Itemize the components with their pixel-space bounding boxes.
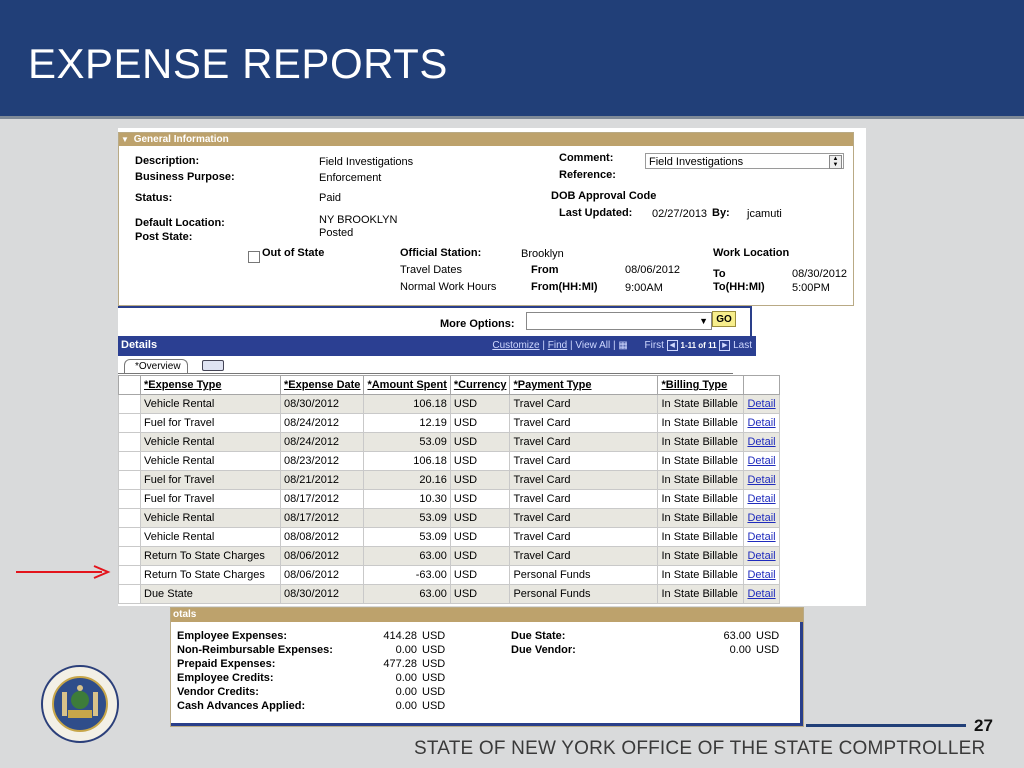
- cell-expense-date[interactable]: 08/30/2012: [281, 395, 364, 414]
- detail-link[interactable]: Detail: [747, 550, 776, 562]
- column-payment-type[interactable]: *Payment Type: [510, 376, 658, 395]
- cell-expense-type[interactable]: Return To State Charges: [141, 566, 281, 585]
- more-options-select[interactable]: [526, 312, 712, 330]
- totals-section: [170, 607, 804, 727]
- cell-currency[interactable]: USD: [450, 452, 510, 471]
- normal-work-hours-label: Normal Work Hours: [400, 281, 497, 293]
- total-currency: USD: [422, 630, 446, 642]
- row-selector[interactable]: [119, 471, 141, 490]
- cell-amount-spent[interactable]: 63.00: [364, 585, 450, 604]
- post-state-value: Posted: [319, 227, 354, 239]
- cell-amount-spent[interactable]: 53.09: [364, 433, 450, 452]
- total-label: Due Vendor:: [511, 644, 576, 656]
- detail-link[interactable]: Detail: [747, 417, 776, 429]
- official-station-value: Brooklyn: [521, 248, 564, 260]
- reference-label: Reference:: [559, 169, 616, 181]
- cell-billing-type[interactable]: In State Billable: [658, 509, 744, 528]
- row-selector[interactable]: [119, 433, 141, 452]
- cell-expense-date[interactable]: 08/06/2012: [281, 566, 364, 585]
- column-expense-type[interactable]: *Expense Type: [141, 376, 281, 395]
- to-label: To: [713, 268, 726, 280]
- row-range: 1-11 of 11: [680, 341, 717, 351]
- comment-text: Field Investigations: [649, 156, 744, 168]
- first-link[interactable]: First: [644, 340, 664, 352]
- cell-billing-type[interactable]: In State Billable: [658, 471, 744, 490]
- detail-link[interactable]: Detail: [747, 569, 776, 581]
- cell-payment-type[interactable]: Travel Card: [510, 490, 658, 509]
- cell-billing-type[interactable]: In State Billable: [658, 433, 744, 452]
- default-location-value: NY BROOKLYN: [319, 214, 398, 226]
- next-row-icon[interactable]: ▶: [719, 340, 730, 351]
- total-currency: USD: [756, 630, 780, 642]
- go-button[interactable]: GO: [712, 311, 736, 327]
- cell-billing-type[interactable]: In State Billable: [658, 490, 744, 509]
- cell-payment-type[interactable]: Personal Funds: [510, 585, 658, 604]
- grid-navigation: Customize | Find | View All | ▦ First ◀ 1-11 of 11 ▶ Last: [492, 340, 752, 352]
- detail-cell: [744, 395, 779, 414]
- cell-expense-type[interactable]: Vehicle Rental: [141, 433, 281, 452]
- grid-body: [119, 395, 780, 604]
- row-selector[interactable]: [119, 509, 141, 528]
- cell-expense-date[interactable]: 08/08/2012: [281, 528, 364, 547]
- cell-billing-type[interactable]: In State Billable: [658, 547, 744, 566]
- by-value: jcamuti: [747, 208, 782, 220]
- table-row: [119, 490, 780, 509]
- total-currency: USD: [422, 700, 446, 712]
- cell-payment-type[interactable]: Travel Card: [510, 547, 658, 566]
- details-title: Details: [121, 339, 158, 351]
- travel-dates-label: Travel Dates: [400, 264, 462, 276]
- cell-currency[interactable]: USD: [450, 528, 510, 547]
- column-billing-type[interactable]: *Billing Type: [658, 376, 744, 395]
- previous-row-icon[interactable]: ◀: [667, 340, 678, 351]
- total-amount: 0.00: [395, 700, 417, 712]
- cell-currency[interactable]: USD: [450, 547, 510, 566]
- by-label: By:: [712, 207, 730, 219]
- footer-organization: STATE OF NEW YORK OFFICE OF THE STATE COMPTROLLER: [414, 738, 986, 759]
- last-updated-label: Last Updated:: [559, 207, 633, 219]
- detail-link[interactable]: Detail: [747, 493, 776, 505]
- slide-header: [0, 0, 1024, 119]
- customize-link[interactable]: Customize: [492, 340, 540, 352]
- cell-currency[interactable]: USD: [450, 585, 510, 604]
- total-label: Cash Advances Applied:: [177, 700, 306, 712]
- row-selector[interactable]: [119, 490, 141, 509]
- to-date-value: 08/30/2012: [792, 268, 848, 280]
- cell-expense-date[interactable]: 08/23/2012: [281, 452, 364, 471]
- general-information-title: General Information: [133, 134, 229, 145]
- cell-expense-date[interactable]: 08/17/2012: [281, 509, 364, 528]
- detail-link[interactable]: Detail: [747, 474, 776, 486]
- find-link[interactable]: Find: [547, 340, 568, 352]
- cell-amount-spent[interactable]: 53.09: [364, 509, 450, 528]
- out-of-state-label: Out of State: [262, 247, 325, 259]
- total-amount: 0.00: [395, 686, 417, 698]
- cell-billing-type[interactable]: In State Billable: [658, 585, 744, 604]
- total-label: Vendor Credits:: [177, 686, 259, 698]
- details-tabs: [118, 358, 756, 374]
- cell-currency[interactable]: USD: [450, 395, 510, 414]
- cell-billing-type[interactable]: In State Billable: [658, 395, 744, 414]
- total-amount: 0.00: [395, 644, 417, 656]
- official-station-label: Official Station:: [400, 247, 482, 259]
- cell-payment-type[interactable]: Travel Card: [510, 433, 658, 452]
- slide-title: EXPENSE REPORTS: [28, 40, 448, 87]
- column-currency[interactable]: *Currency: [450, 376, 510, 395]
- status-value: Paid: [319, 192, 342, 204]
- cell-amount-spent[interactable]: 53.09: [364, 528, 450, 547]
- description-label: Description:: [135, 155, 200, 167]
- cell-expense-date[interactable]: 08/24/2012: [281, 414, 364, 433]
- cell-expense-date[interactable]: 08/24/2012: [281, 433, 364, 452]
- total-amount: 0.00: [395, 672, 417, 684]
- cell-expense-type[interactable]: Vehicle Rental: [141, 452, 281, 471]
- cell-expense-type[interactable]: Fuel for Travel: [141, 414, 281, 433]
- table-row: [119, 585, 780, 604]
- cell-expense-type[interactable]: Fuel for Travel: [141, 471, 281, 490]
- total-label: Employee Expenses:: [177, 630, 288, 642]
- grid-header-row: [119, 376, 780, 395]
- totals-border-bottom: [171, 723, 803, 726]
- description-value: Field Investigations: [319, 156, 414, 168]
- footer-rule: [806, 724, 966, 727]
- cell-currency[interactable]: USD: [450, 433, 510, 452]
- cell-amount-spent[interactable]: -63.00: [364, 566, 450, 585]
- table-row: [119, 395, 780, 414]
- comment-field[interactable]: [645, 153, 844, 169]
- column-amount-spent[interactable]: *Amount Spent: [364, 376, 450, 395]
- cell-expense-type[interactable]: Fuel for Travel: [141, 490, 281, 509]
- column-expense-date[interactable]: *Expense Date: [281, 376, 364, 395]
- cell-amount-spent[interactable]: 12.19: [364, 414, 450, 433]
- row-selector[interactable]: [119, 585, 141, 604]
- total-currency: USD: [756, 644, 780, 656]
- detail-cell: [744, 433, 779, 452]
- last-updated-value: 02/27/2013: [652, 208, 708, 220]
- business-purpose-value: Enforcement: [319, 172, 382, 184]
- table-row: [119, 471, 780, 490]
- cell-expense-type[interactable]: Vehicle Rental: [141, 528, 281, 547]
- collapse-triangle-icon[interactable]: ▼: [121, 135, 129, 144]
- detail-link[interactable]: Detail: [747, 588, 776, 600]
- detail-cell: [744, 490, 779, 509]
- totals-border-right: [800, 622, 803, 726]
- cell-payment-type[interactable]: Travel Card: [510, 452, 658, 471]
- detail-link[interactable]: Detail: [747, 531, 776, 543]
- cell-billing-type[interactable]: In State Billable: [658, 452, 744, 471]
- comment-label: Comment:: [559, 152, 614, 164]
- table-row: [119, 566, 780, 585]
- business-purpose-label: Business Purpose:: [135, 171, 235, 183]
- tab-overview[interactable]: *Overview: [124, 359, 188, 374]
- total-label: Non-Reimbursable Expenses:: [177, 644, 333, 656]
- from-time-label: From(HH:MI): [531, 281, 598, 293]
- cell-currency[interactable]: USD: [450, 566, 510, 585]
- dob-approval-code-label: DOB Approval Code: [551, 190, 657, 202]
- cell-billing-type[interactable]: In State Billable: [658, 566, 744, 585]
- cell-payment-type[interactable]: Travel Card: [510, 528, 658, 547]
- cell-payment-type[interactable]: Personal Funds: [510, 566, 658, 585]
- row-selector-header: [119, 376, 141, 395]
- row-selector[interactable]: [119, 566, 141, 585]
- totals-header: otals: [171, 608, 803, 622]
- detail-link[interactable]: Detail: [747, 512, 776, 524]
- detail-cell: [744, 585, 779, 604]
- detail-cell: [744, 547, 779, 566]
- detail-cell: [744, 528, 779, 547]
- state-seal-logo: [40, 664, 120, 744]
- cell-payment-type[interactable]: Travel Card: [510, 395, 658, 414]
- show-all-columns-icon[interactable]: [202, 360, 224, 371]
- detail-column-header: [744, 376, 779, 395]
- detail-link[interactable]: Detail: [747, 398, 776, 410]
- cell-expense-date[interactable]: 08/21/2012: [281, 471, 364, 490]
- table-row: [119, 433, 780, 452]
- last-link[interactable]: Last: [733, 340, 752, 352]
- from-time-value: 9:00AM: [625, 282, 663, 294]
- total-amount: 0.00: [729, 644, 751, 656]
- detail-link[interactable]: Detail: [747, 436, 776, 448]
- expense-report-screenshot: [118, 128, 866, 606]
- from-label: From: [531, 264, 559, 276]
- to-time-value: 5:00PM: [792, 282, 830, 294]
- detail-cell: [744, 566, 779, 585]
- cell-expense-type[interactable]: Vehicle Rental: [141, 509, 281, 528]
- general-information-section: [118, 132, 854, 306]
- row-selector[interactable]: [119, 528, 141, 547]
- row-selector[interactable]: [119, 547, 141, 566]
- scroll-spinner-icon[interactable]: ▲ ▼: [829, 155, 842, 169]
- status-label: Status:: [135, 192, 173, 204]
- cell-expense-date[interactable]: 08/17/2012: [281, 490, 364, 509]
- cell-currency[interactable]: USD: [450, 509, 510, 528]
- table-row: [119, 509, 780, 528]
- table-row: [119, 547, 780, 566]
- total-amount: 414.28: [383, 630, 417, 642]
- view-all-link[interactable]: View All: [575, 340, 611, 352]
- cell-payment-type[interactable]: Travel Card: [510, 509, 658, 528]
- work-location-label: Work Location: [713, 247, 790, 259]
- detail-cell: [744, 452, 779, 471]
- row-selector[interactable]: [119, 452, 141, 471]
- cell-expense-type[interactable]: Due State: [141, 585, 281, 604]
- cell-expense-date[interactable]: 08/06/2012: [281, 547, 364, 566]
- cell-currency[interactable]: USD: [450, 490, 510, 509]
- total-label: Employee Credits:: [177, 672, 274, 684]
- to-time-label: To(HH:MI): [713, 281, 765, 293]
- row-selector[interactable]: [119, 395, 141, 414]
- from-date-value: 08/06/2012: [625, 264, 681, 276]
- dropdown-arrow-icon[interactable]: ▼: [699, 316, 708, 326]
- general-information-header[interactable]: [119, 133, 853, 146]
- tab-divider: [118, 373, 733, 374]
- download-grid-icon[interactable]: ▦: [618, 340, 628, 352]
- detail-cell: [744, 414, 779, 433]
- details-header-bar: [118, 336, 756, 356]
- total-currency: USD: [422, 658, 446, 670]
- cell-currency[interactable]: USD: [450, 471, 510, 490]
- detail-link[interactable]: Detail: [747, 455, 776, 467]
- total-label: Due State:: [511, 630, 566, 642]
- row-selector[interactable]: [119, 414, 141, 433]
- total-amount: 477.28: [383, 658, 417, 670]
- cell-amount-spent[interactable]: 106.18: [364, 452, 450, 471]
- cell-amount-spent[interactable]: 106.18: [364, 395, 450, 414]
- cell-billing-type[interactable]: In State Billable: [658, 414, 744, 433]
- cell-amount-spent[interactable]: 63.00: [364, 547, 450, 566]
- detail-cell: [744, 509, 779, 528]
- cell-amount-spent[interactable]: 20.16: [364, 471, 450, 490]
- post-state-label: Post State:: [135, 231, 193, 243]
- total-label: Prepaid Expenses:: [177, 658, 276, 670]
- default-location-label: Default Location:: [135, 217, 225, 229]
- out-of-state-checkbox[interactable]: [248, 251, 260, 263]
- detail-cell: [744, 471, 779, 490]
- cell-amount-spent[interactable]: 10.30: [364, 490, 450, 509]
- total-currency: USD: [422, 672, 446, 684]
- more-options-label: More Options:: [440, 318, 515, 330]
- table-row: [119, 528, 780, 547]
- cell-payment-type[interactable]: Travel Card: [510, 414, 658, 433]
- total-currency: USD: [422, 686, 446, 698]
- page-number: 27: [974, 716, 993, 735]
- table-row: [119, 452, 780, 471]
- cell-expense-type[interactable]: Vehicle Rental: [141, 395, 281, 414]
- cell-expense-type[interactable]: Return To State Charges: [141, 547, 281, 566]
- total-currency: USD: [422, 644, 446, 656]
- cell-currency[interactable]: USD: [450, 414, 510, 433]
- cell-expense-date[interactable]: 08/30/2012: [281, 585, 364, 604]
- total-amount: 63.00: [723, 630, 751, 642]
- expense-lines-grid: [118, 375, 780, 604]
- cell-payment-type[interactable]: Travel Card: [510, 471, 658, 490]
- cell-billing-type[interactable]: In State Billable: [658, 528, 744, 547]
- red-arrow-icon: [16, 564, 112, 580]
- table-row: [119, 414, 780, 433]
